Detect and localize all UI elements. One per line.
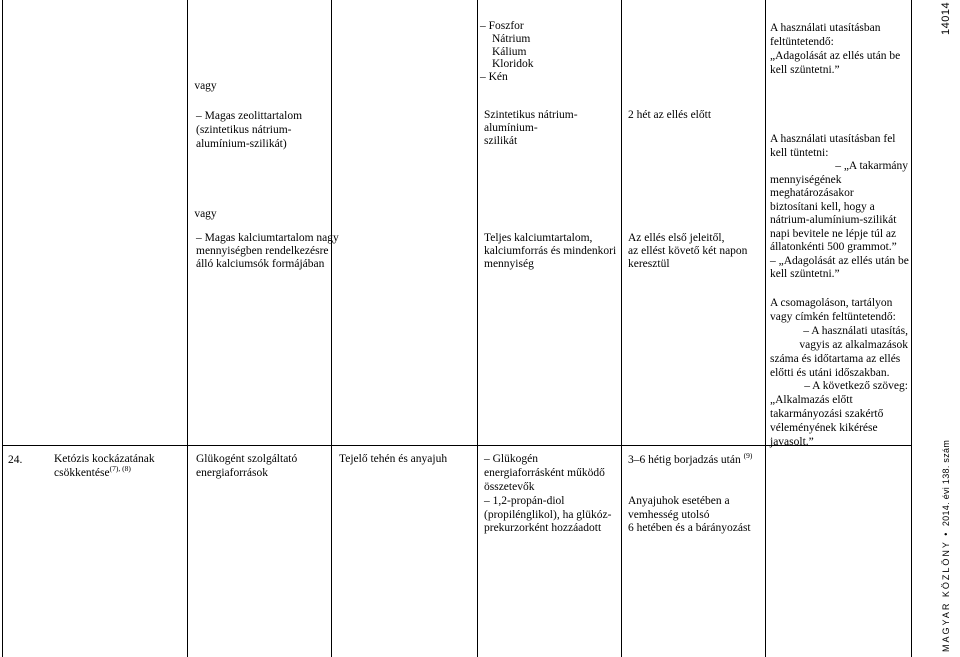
note-2-line: biztosítani kell, hogy a	[770, 201, 875, 213]
page-number: 14014	[940, 1, 952, 35]
note-3-line: takarmányozási szakértő	[770, 408, 884, 420]
col4-zeolite-line-1: Szintetikus nátrium-	[484, 109, 578, 121]
element-list-item: – Kén	[480, 71, 508, 83]
period-text: 3–6 hétig borjadzás után	[628, 454, 741, 466]
note-3-line: javasolt.”	[770, 436, 814, 448]
col2-zeolite-line-3: alumínium-szilikát)	[196, 138, 287, 150]
note-3-line: száma és időtartama az ellés	[770, 353, 901, 365]
species: Tejelő tehén és anyajuh	[339, 453, 448, 465]
col2-zeolite-line-2: (szintetikus nátrium-	[196, 124, 292, 136]
column-divider-2	[331, 0, 332, 657]
column-divider-4	[621, 0, 622, 657]
period-line: 6 hetében és a bárányozást	[628, 522, 751, 534]
period-footnote-ref: (9)	[743, 451, 753, 461]
col4-zeolite-line-2: alumínium-	[484, 122, 538, 134]
column-divider-1	[187, 0, 188, 657]
col4-calcium-line-1: Teljes kalciumtartalom,	[484, 232, 593, 244]
element-list-item: – Foszfor	[480, 20, 524, 32]
nutritional-line-2: energiaforrások	[196, 467, 268, 479]
period-line: vemhesség utolsó	[628, 509, 710, 521]
note-1-line: A használati utasításban	[770, 22, 881, 34]
col2-calcium-line-1: – Magas kalciumtartalom nagy	[196, 232, 339, 244]
col5-period-1: 2 hét az ellés előtt	[628, 109, 712, 121]
note-1-line: kell szüntetni.”	[770, 64, 840, 76]
purpose-line-1: Ketózis kockázatának	[54, 453, 155, 465]
purpose-footnote-ref: (7), (8)	[109, 464, 131, 474]
note-3-line: A csomagoláson, tartályon	[770, 297, 893, 309]
note-2-line: mennyiségének	[770, 174, 842, 186]
col5-period-2-line-2: az ellést követő két napon	[628, 245, 748, 257]
note-2-line: kell szüntetni.”	[770, 268, 840, 280]
col2-vagy-1: vagy	[194, 80, 217, 92]
component-line: energiaforrásként működő	[484, 467, 605, 479]
col2-zeolite-line-1: – Magas zeolittartalom	[196, 110, 303, 122]
note-3-line: vagyis az alkalmazások	[799, 339, 908, 351]
col2-calcium-line-2: mennyiségben rendelkezésre	[196, 245, 329, 257]
col4-calcium-line-3: mennyiség	[484, 258, 534, 270]
journal-name: MAGYAR KÖZLÖNY	[941, 540, 951, 652]
row-number: 24.	[8, 454, 23, 466]
note-2-line: napi bevitele ne lépje túl az	[770, 228, 897, 240]
component-line: – Glükogén	[484, 453, 538, 465]
period-line: Anyajuhok esetében a	[628, 495, 730, 507]
col4-calcium-line-2: kalciumforrás és mindenkori	[484, 245, 617, 257]
note-2-line: állatonkénti 500 grammot.”	[770, 241, 897, 253]
note-2-line: – „Adagolását az ellés után be	[770, 255, 909, 267]
note-1-line: „Adagolását az ellés után be	[770, 50, 901, 62]
note-2-line: A használati utasításban fel	[770, 133, 896, 145]
element-list-item: Nátrium	[492, 33, 531, 45]
element-list-item: Kloridok	[492, 58, 534, 70]
purpose-text: csökkentése	[54, 467, 110, 479]
note-1-line: feltüntetendő:	[770, 36, 834, 48]
note-3-line: – A következő szöveg:	[804, 380, 908, 392]
note-3-line: véleményének kikérése	[770, 422, 878, 434]
note-2-line: – „A takarmány	[835, 160, 908, 172]
component-line: összetevők	[484, 481, 535, 493]
note-3-line: – A használati utasítás,	[803, 325, 908, 337]
col5-period-2-line-1: Az ellés első jeleitől,	[628, 232, 725, 244]
table-border-left	[2, 0, 3, 657]
note-2-line: nátrium-alumínium-szilikát	[770, 214, 897, 226]
note-3-line: „Alkalmazás előtt	[770, 394, 853, 406]
note-2-line: meghatározásakor	[770, 187, 854, 199]
component-line: (propilénglikol), ha glükóz-	[484, 509, 612, 521]
nutritional-line-1: Glükogént szolgáltató	[196, 453, 298, 465]
note-2-line: kell tüntetni:	[770, 147, 829, 159]
col4-zeolite-line-3: szilikát	[484, 135, 518, 147]
col2-calcium-line-3: álló kalciumsók formájában	[196, 258, 325, 270]
col5-period-2-line-3: keresztül	[628, 258, 670, 270]
journal-footer	[941, 440, 951, 652]
component-line: – 1,2-propán-diol	[484, 495, 565, 507]
note-3-line: előtti és utáni időszakban.	[770, 367, 890, 379]
element-list-item: Kálium	[492, 46, 527, 58]
table-border-right	[911, 0, 912, 657]
note-3-line: vagy címkén feltüntetendő:	[770, 311, 896, 323]
purpose-line-2	[54, 464, 131, 480]
issue-label: 2014. évi 138. szám	[941, 439, 951, 527]
col2-vagy-2: vagy	[194, 208, 217, 220]
column-divider-3	[477, 0, 478, 657]
period-line-1	[628, 451, 753, 467]
separator-dot: •	[941, 530, 951, 536]
component-line: prekurzorként hozzáadott	[484, 522, 602, 534]
